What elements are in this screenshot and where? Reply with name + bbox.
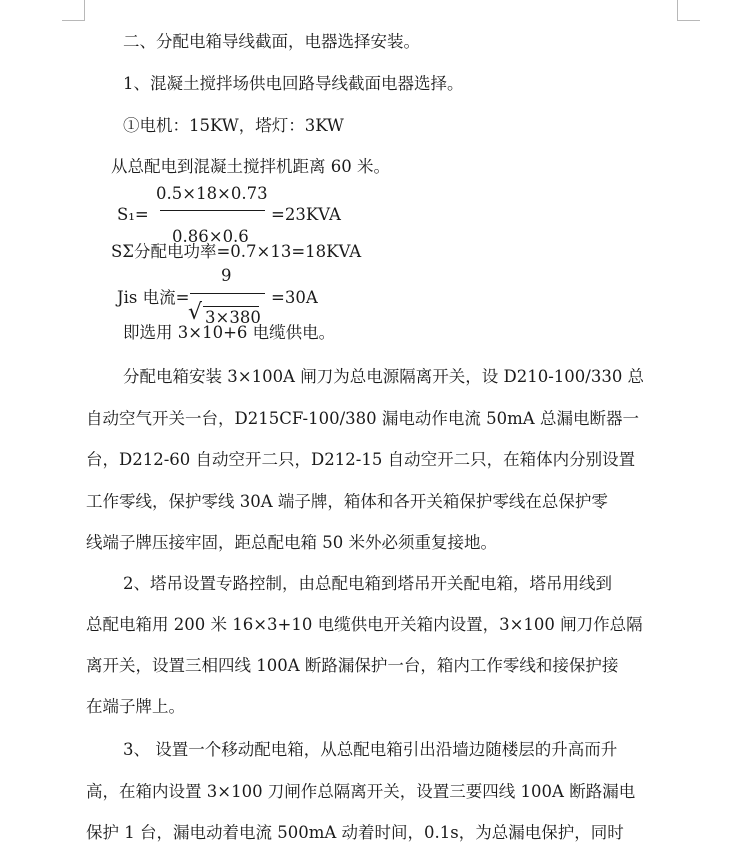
s1-denominator: 0.86×0.6 [172,227,249,246]
jis-denominator: 3×380 [205,308,261,327]
subsection-heading: 1、混凝土搅拌场供电回路导线截面电器选择。 [123,74,464,93]
para1-line: 分配电箱安装 3×100A 闸刀为总电源隔离开关，设 D210-100/330 总 [123,367,645,386]
para2-line: 总配电箱用 200 米 16×3+10 电缆供电开关箱内设置，3×100 闸刀作总隔 [86,615,643,634]
cable-selection: 即选用 3×10+6 电缆供电。 [123,323,336,342]
page-corner-mark-right [677,0,700,21]
para3-line: 3、 设置一个移动配电箱，从总配电箱引出沿墙边随楼层的升高而升 [123,740,618,759]
sigma-power: SΣ分配电功率=0.7×13=18KVA [111,242,362,261]
jis-label: Jis 电流= [117,288,190,307]
jis-result: =30A [271,288,318,307]
motor-spec: ①电机：15KW，塔灯：3KW [123,116,344,135]
s1-label: S₁= [117,205,149,224]
sqrt-symbol: √ [188,300,203,325]
para1-line: 台，D212-60 自动空开二只，D212-15 自动空开二只，在箱体内分别设置 [86,450,636,469]
s1-numerator: 0.5×18×0.73 [156,184,268,203]
para2-line: 在端子牌上。 [86,697,185,716]
para1-line: 自动空气开关一台，D215CF-100/380 漏电动作电流 50mA 总漏电断器一 [86,409,639,428]
page-corner-mark-left [62,0,85,21]
para2-line: 2、塔吊设置专路控制，由总配电箱到塔吊开关配电箱，塔吊用线到 [123,574,612,593]
s1-result: =23KVA [271,205,341,224]
distance-text: 从总配电到混凝土搅拌机距离 60 米。 [111,157,390,176]
jis-numerator: 9 [221,266,232,285]
s1-fraction-bar [160,210,265,211]
section-heading: 二、分配电箱导线截面，电器选择安装。 [123,32,420,51]
jis-fraction-bar [190,293,265,294]
para2-line: 离开关，设置三相四线 100A 断路漏保护一台，箱内工作零线和接保护接 [86,656,619,675]
para1-line: 工作零线，保护零线 30A 端子牌，箱体和各开关箱保护零线在总保护零 [86,492,608,511]
para3-line: 保护 1 台，漏电动着电流 500mA 动着时间，0.1s，为总漏电保护，同时 [86,823,624,842]
para3-line: 高，在箱内设置 3×100 刀闸作总隔离开关，设置三要四线 100A 断路漏电 [86,782,636,801]
sqrt-overbar [203,306,259,307]
para1-line: 线端子牌压接牢固，距总配电箱 50 米外必须重复接地。 [86,533,497,552]
